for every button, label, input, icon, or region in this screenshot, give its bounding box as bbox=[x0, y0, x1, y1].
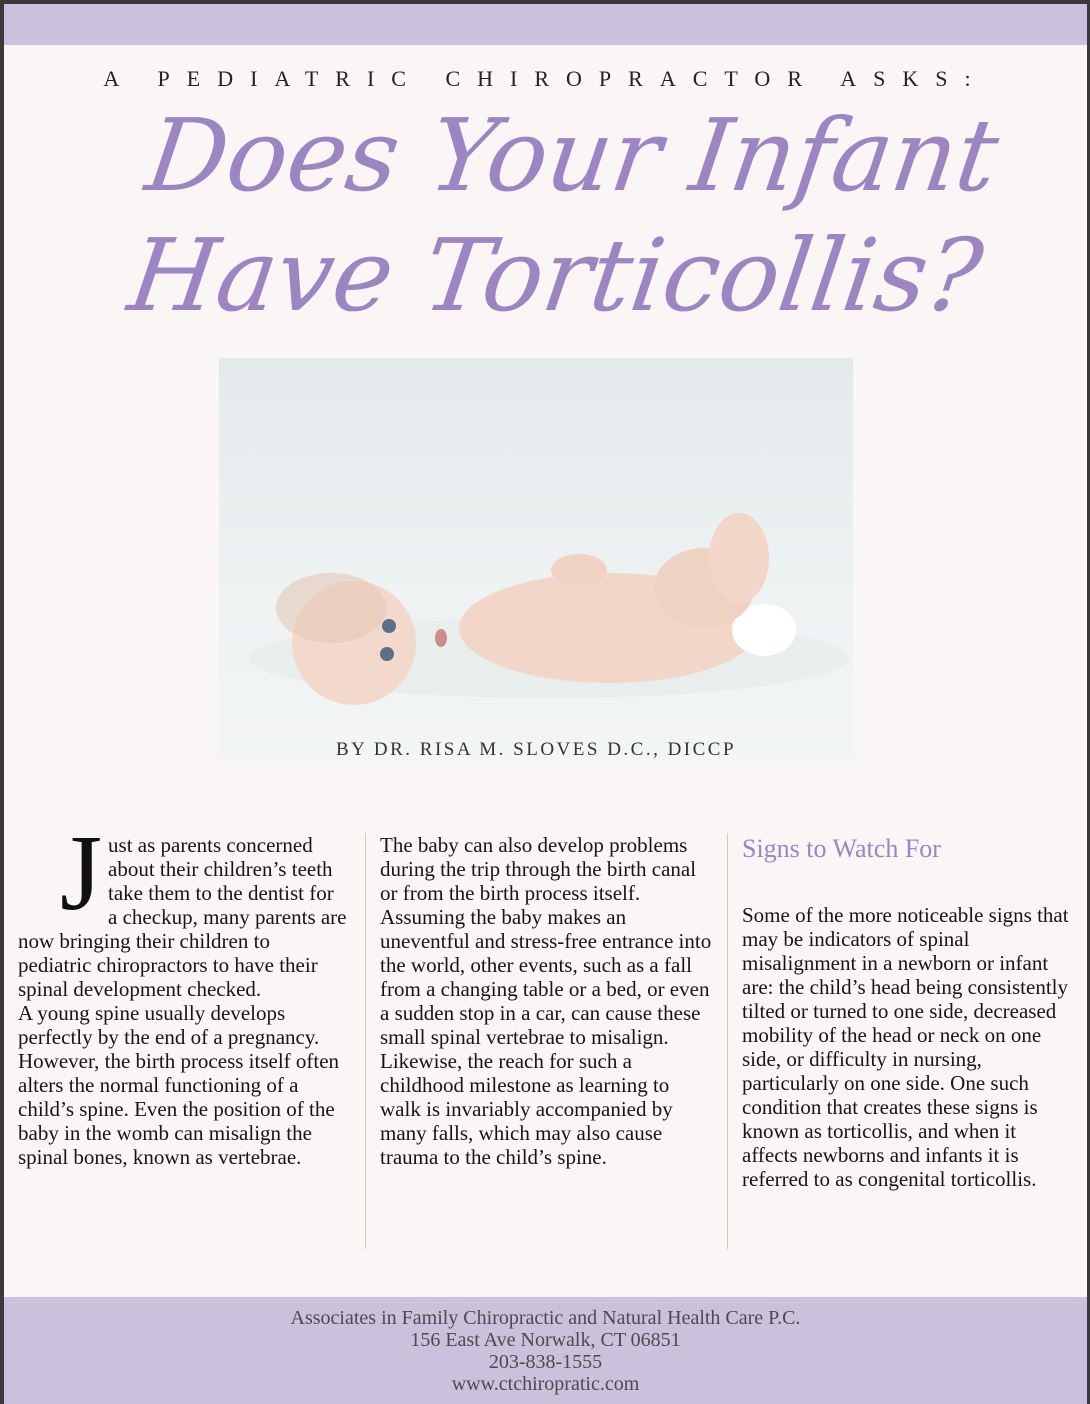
page bbox=[4, 4, 1087, 1404]
signs-heading: Signs to Watch For bbox=[742, 834, 941, 863]
column-2 bbox=[380, 833, 715, 1169]
column-1-paragraph-1: ust as parents concerned about their children’s teeth take them to the dentist for a checkup, many parents are now bringing their children to pediatric chiropractors to have their spinal development checked. bbox=[18, 833, 347, 1001]
page-title bbox=[97, 96, 1031, 336]
footer-address: 156 East Ave Norwalk, CT 06851 bbox=[410, 1329, 681, 1351]
footer-practice-name: Associates in Family Chiropractic and Natural Health Care P.C. bbox=[290, 1307, 801, 1329]
footer-website: www.ctchiropratic.com bbox=[451, 1373, 640, 1395]
column-divider-2 bbox=[727, 833, 728, 1249]
top-color-band bbox=[4, 4, 1087, 45]
baby-illustration bbox=[219, 358, 853, 764]
byline: BY DR. RISA M. SLOVES D.C., DICCP bbox=[335, 739, 737, 760]
column-1-paragraph-2: A young spine usually develops perfectly by the end of a pregnancy. However, the birth process itself often alters the normal functioning of a child’s spine. Even the position of the baby in the womb can misalign the spinal bones, known as vertebrae. bbox=[18, 1001, 340, 1169]
kicker-heading: A PEDIATRIC CHIROPRACTOR ASKS: bbox=[103, 66, 988, 91]
column-1 bbox=[18, 814, 348, 1169]
footer-phone: 203-838-1555 bbox=[488, 1351, 603, 1373]
title-line-1: Does Your Infant bbox=[139, 97, 1006, 214]
column-2-paragraph: The baby can also develop problems during the trip through the birth canal or from the birth process itself. Assuming the baby makes an uneventful and stress-free entrance into the world, other events, such as a fall from a changing table or a bed, or even a sudden stop in a car, can cause these small spinal vertebrae to misalign. Likewise, the reach for such a childhood milestone as learning to walk is invariably accompanied by many falls, which may also cause trauma to the child’s spine. bbox=[380, 833, 712, 1169]
column-3-paragraph: Some of the more noticeable signs that may be indicators of spinal misalignment in a newborn or infant are: the child’s head being consistently tilted or turned to one side, decreased mobility of the head or neck on one side, or difficulty in nursing, particularly on one side. One such condition that creates these signs is known as torticollis, and when it affects newborns and infants it is referred to as congenital torticollis. bbox=[742, 903, 1069, 1191]
column-divider-1 bbox=[365, 833, 366, 1249]
drop-cap: J bbox=[60, 814, 103, 933]
title-line-2: Have Torticollis? bbox=[122, 217, 990, 334]
footer bbox=[4, 1297, 1087, 1404]
column-3 bbox=[742, 833, 1072, 1191]
baby-photo bbox=[219, 358, 853, 764]
